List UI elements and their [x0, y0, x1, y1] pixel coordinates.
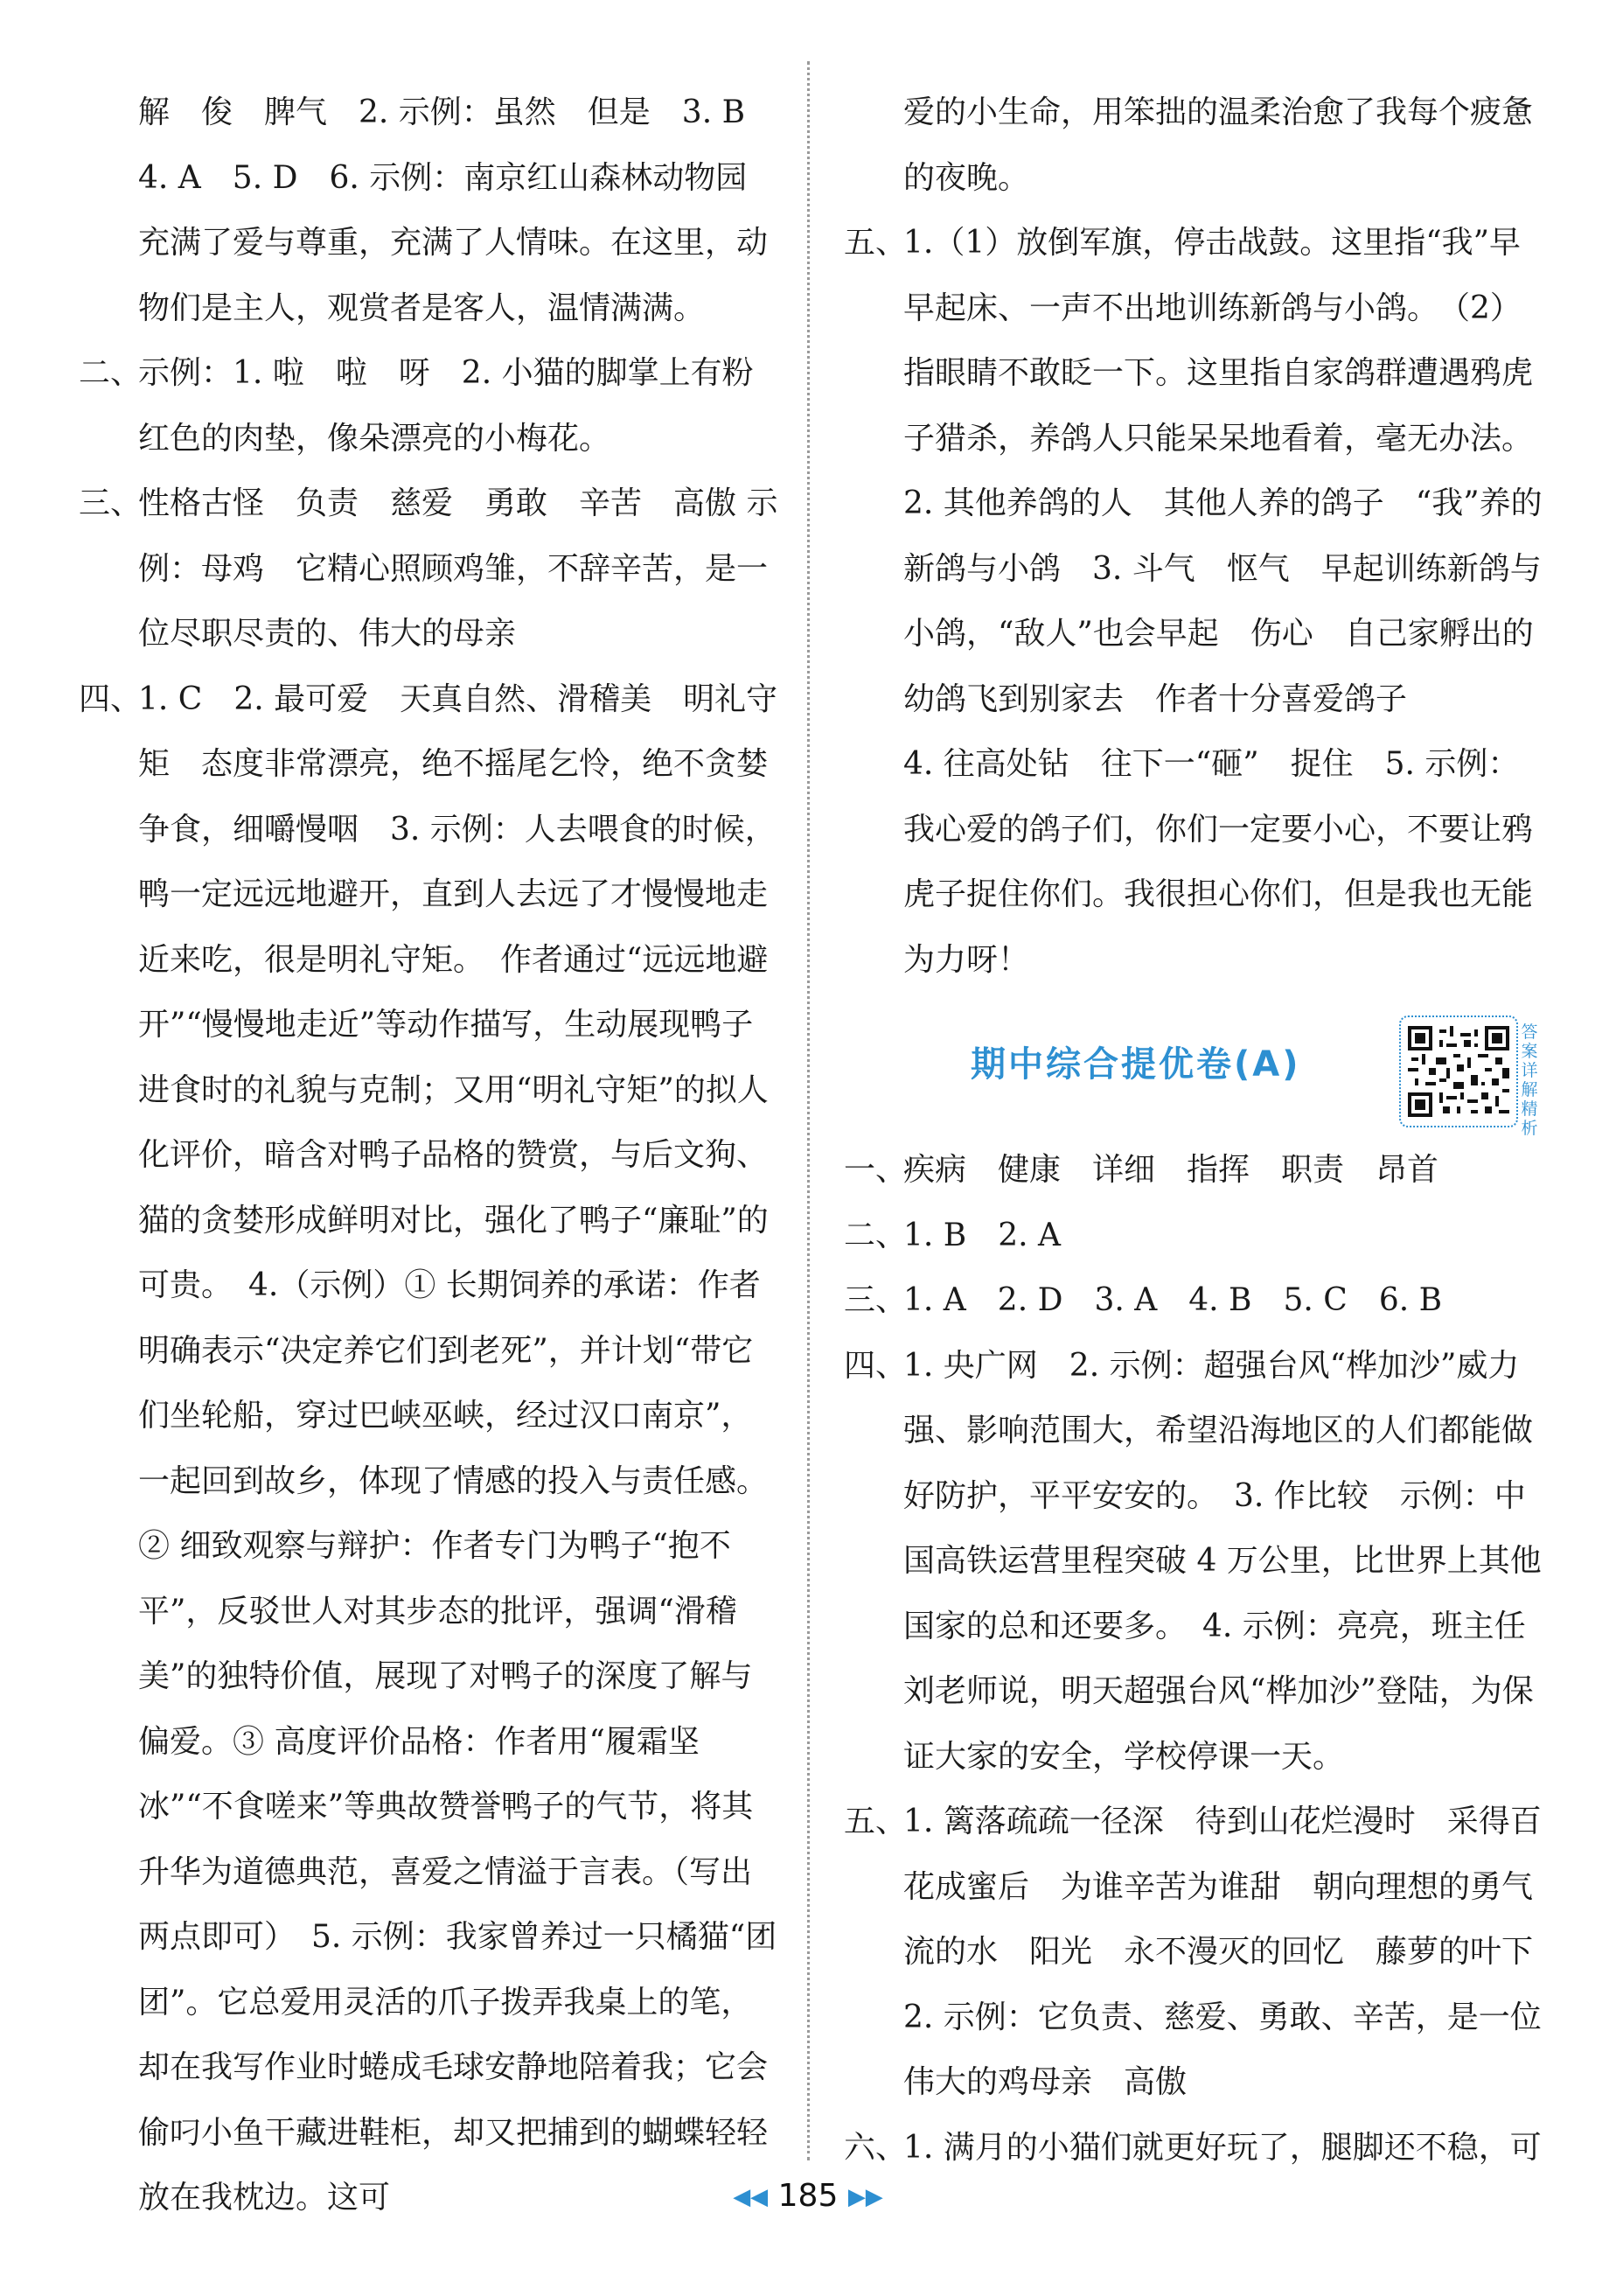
answer-text: 4. A 5. D 6. 示例：南京红山森林动物园充满了爱与尊重，充满了人情味。在这里，动物们是主人，观赏者是客人，温情满满。 [138, 159, 769, 326]
answer-text: 1. 篱落疏疏一径深 待到山花烂漫时 采得百花成蜜后 为谁辛苦为谁甜 朝向理想的勇气 流的水 阳光 永不漫灭的回忆 藤萝的叶下 2. 示例：它负责、慈爱、勇敢、辛苦，是一位伟大的鸡母亲 高傲 [903, 1804, 1565, 2100]
qr-caption: 答案详解精析 [1521, 1022, 1538, 1138]
section-number: 五、 [844, 225, 908, 261]
answer-text: 4. 往高处钻 往下一“砸” 捉住 5. 示例：我心爱的鸽子们，你们一定要小心，不要让鸦虎子捉住你们。我很担心你们，但是我也无能为力呀！ [903, 746, 1534, 978]
section-number: 六、 [844, 2129, 908, 2166]
answer-block [844, 211, 1548, 471]
answer-block [844, 1138, 1548, 1204]
answer-text: 性格古怪 负责 慈爱 勇敢 辛苦 高傲 示例：母鸡 它精心照顾鸡雏，不辞辛苦，是一位尽职尽责的、伟大的母亲 [138, 485, 778, 652]
section-number: 一、 [844, 1152, 908, 1188]
answer-block [844, 1334, 1548, 1790]
answer-text: 疾病 健康 详细 指挥 职责 昂首 [903, 1152, 1439, 1188]
answer-block [79, 341, 778, 471]
answer-block [844, 2116, 1548, 2181]
answer-text: 爱的小生命，用笨拙的温柔治愈了我每个疲惫的夜晚。 [903, 94, 1534, 196]
answer-block [844, 80, 1548, 211]
page-number: 185 [777, 2178, 839, 2214]
section-number: 三、 [844, 1282, 908, 1318]
answer-block [844, 732, 1548, 993]
section-number: 二、 [844, 1217, 908, 1253]
section-number: 二、 [79, 355, 143, 391]
answer-text: 解 俊 脾气 2. 示例：虽然 但是 3. B [138, 94, 746, 130]
page-footer [0, 2178, 1616, 2214]
answer-text: 1. 满月的小猫们就更好玩了，腿脚还不稳，可 [903, 2129, 1542, 2166]
answer-text: 1. 央广网 2. 示例：超强台风“桦加沙”威力强、影响范围大，希望沿海地区的人们都能做好防护，平平安安的。 3. 作比较 示例：中国高铁运营里程突破 4 万公里，比世界上其他国家的总和还要多。 4. 示例：亮亮，班主任刘老师说，明天超强台风“桦加沙”登陆，为保证大家的安全，学校停课一天。 [903, 1347, 1542, 1775]
answer-text: 1. B 2. A [903, 1217, 1062, 1253]
answer-text: 1. A 2. D 3. A 4. B 5. C 6. B [903, 1282, 1443, 1318]
answer-text: 1.（1）放倒军旗，停击战鼓。这里指“我”早早起床、一声不出地训练新鸽与小鸽。 （2）指眼睛不敢眨一下。这里指自家鸽群遭遇鸦虎子猎杀，养鸽人只能呆呆地看着，毫无办法。 [903, 225, 1534, 457]
answer-block [79, 80, 778, 146]
answer-block [79, 667, 778, 2231]
left-column [79, 80, 778, 2231]
qr-code[interactable] [1399, 1015, 1538, 1138]
prev-arrows-icon: ◀◀ [733, 2184, 769, 2210]
section-number: 五、 [844, 1804, 908, 1839]
answer-block [844, 471, 1548, 732]
next-arrows-icon: ▶▶ [847, 2184, 883, 2210]
answer-block [844, 1204, 1548, 1269]
answer-text: 示例：1. 啦 啦 呀 2. 小猫的脚掌上有粉红色的肉垫，像朵漂亮的小梅花。 [138, 355, 754, 457]
answer-block [844, 1268, 1548, 1334]
section-number: 四、 [844, 1347, 908, 1384]
qr-code-icon [1408, 1026, 1509, 1117]
answer-block [79, 146, 778, 342]
answer-text: 2. 其他养鸽的人 其他人养的鸽子 “我”养的新鸽与小鸽 3. 斗气 怄气 早起训练新鸽与小鸽，“敌人”也会早起 伤心 自己家孵出的幼鸽飞到别家去 作者十分喜爱鸽子 [903, 485, 1543, 717]
section-title: 期中综合提优卷(A) [971, 1044, 1301, 1085]
section-number: 三、 [79, 485, 143, 521]
answer-text: 1. C 2. 最可爱 天真自然、滑稽美 明礼守矩 态度非常漂亮，绝不摇尾乞怜，绝不贪婪争食，细嚼慢咽 3. 示例：人去喂食的时候，鸭一定远远地避开，直到人去远了才慢慢地走近来吃，很是明礼守矩。 作者通过“远远地避开”“慢慢地走近”等动作描写，生动展现鸭子进食时的礼貌与克制；又用“明礼守矩”的拟人化评价，暗含对鸭子品格的赞赏，与后文狗、猫的贪婪形成鲜明对比，强化了鸭子“廉耻”的可贵。 4.（示例）① 长期饲养的承诺：作者明确表示“决定养它们到老死”，并计划“带它们坐轮船，穿过巴峡巫峡，经过汉口南京”，一起回到故乡，体现了情感的投入与责任感。② 细致观察与辩护：作者专门为鸭子“抱不平”，反驳世人对其步态的批评，强调“滑稽美”的独特价值，展现了对鸭子的深度了解与偏爱。③ 高度评价品格：作者用“履霜坚冰”“不食嗟来”等典故赞誉鸭子的气节，将其升华为道德典范，喜爱之情溢于言表。（写出两点即可） 5. 示例：我家曾养过一只橘猫“团团”。它总爱用灵活的爪子拨弄我桌上的笔，却在我写作业时蜷成毛球安静地陪着我；它会偷叼小鱼干藏进鞋柜，却又把捕到的蝴蝶轻轻放在我枕边。这可 [138, 680, 778, 2216]
section-header [844, 1010, 1548, 1138]
section-number: 四、 [79, 680, 143, 717]
column-divider [807, 61, 810, 2160]
answer-block [844, 1790, 1565, 2116]
right-column [844, 80, 1565, 2181]
answer-block [79, 471, 778, 667]
